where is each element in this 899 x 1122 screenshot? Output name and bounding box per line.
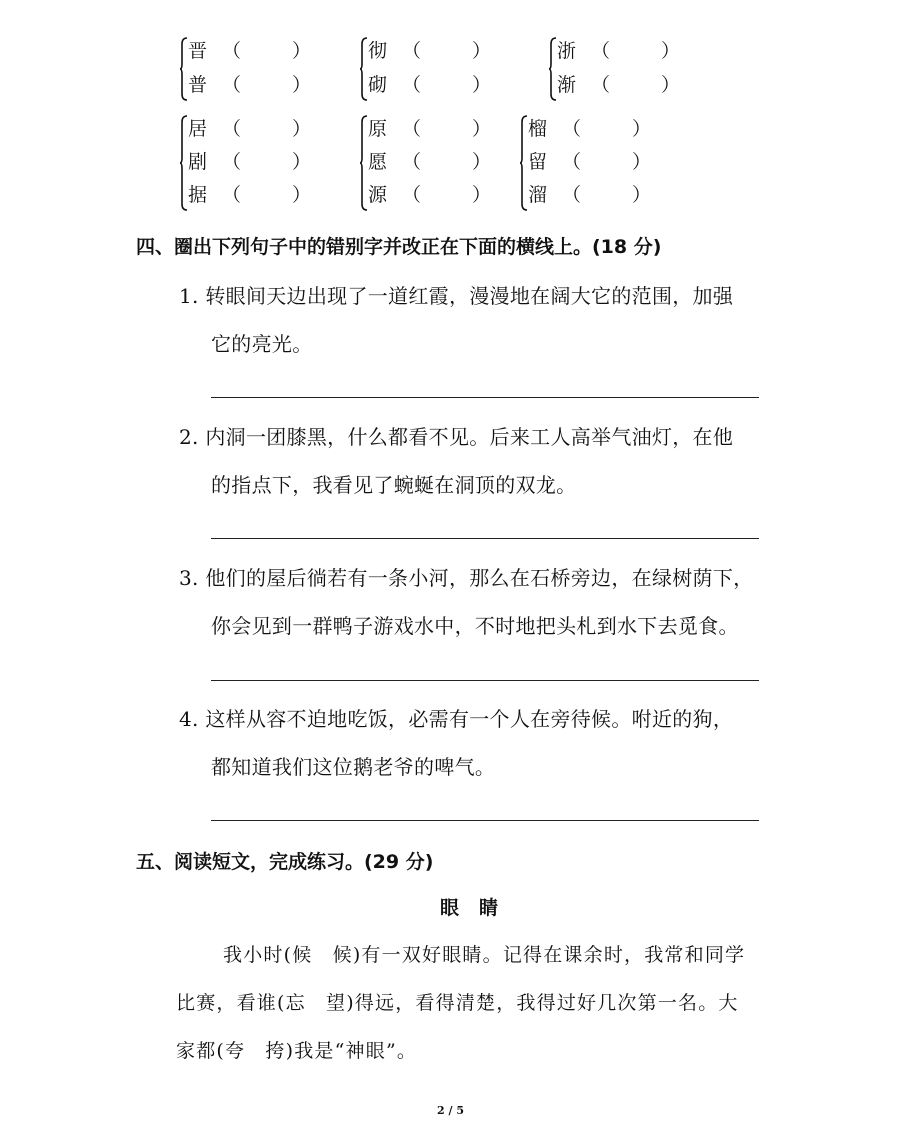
passage-line-3: 家都(夸 挎)我是“神眼”。 [176, 1040, 418, 1062]
char: 晋 [188, 40, 208, 62]
passage-line-1: 我小时(候 候)有一双好眼睛。记得在课余时，我常和同学 [223, 944, 746, 966]
char: 普 [188, 74, 208, 96]
char-group-4: 居 （ ） 剧 （ ） 据 （ ） [180, 114, 310, 212]
char: 砌 [368, 74, 388, 96]
q3-answer-line[interactable] [211, 680, 759, 681]
char: 居 [188, 118, 208, 140]
passage-title: 眼睛 [440, 897, 519, 919]
char: 渐 [557, 74, 577, 96]
char: 榴 [528, 118, 548, 140]
char: 据 [188, 184, 208, 206]
char: 源 [368, 184, 388, 206]
char-group-6: 榴 （ ） 留 （ ） 溜 （ ） [520, 114, 650, 212]
q4-line2: 都知道我们这位鹅老爷的啤气。 [211, 755, 496, 779]
char: 浙 [557, 40, 577, 62]
q1-line1: 1. 转眼间天边出现了一道红霞，漫漫地在阔大它的范围，加强 [179, 284, 734, 308]
left-brace-icon [520, 114, 528, 212]
char: 原 [368, 118, 388, 140]
left-brace-icon [180, 114, 188, 212]
q1-answer-line[interactable] [211, 397, 759, 398]
q2-line1: 2. 内洞一团膝黑，什么都看不见。后来工人高举气油灯，在他 [179, 425, 734, 449]
char: 溜 [528, 184, 548, 206]
char: 愿 [368, 151, 388, 173]
char-group-1: 晋 （ ） 普 （ ） [180, 36, 310, 102]
char-group-3: 浙 （ ） 渐 （ ） [549, 36, 679, 102]
section-5-heading: 五、阅读短文，完成练习。(29 分) [136, 851, 434, 873]
section-4-heading: 四、圈出下列句子中的错别字并改正在下面的横线上。(18 分) [136, 236, 662, 258]
q4-answer-line[interactable] [211, 820, 759, 821]
left-brace-icon [360, 36, 368, 102]
q3-line2: 你会见到一群鸭子游戏水中，不时地把头札到水下去觅食。 [211, 614, 739, 638]
char-group-2: 彻 （ ） 砌 （ ） [360, 36, 490, 102]
char: 彻 [368, 40, 388, 62]
q3-line1: 3. 他们的屋后徜若有一条小河，那么在石桥旁边，在绿树荫下， [179, 566, 754, 590]
char: 剧 [188, 151, 208, 173]
q2-line2: 的指点下，我看见了蜿蜒在洞顶的双龙。 [211, 473, 577, 497]
passage-line-2: 比赛，看谁(忘 望)得远，看得清楚，我得过好几次第一名。大 [176, 992, 739, 1014]
left-brace-icon [180, 36, 188, 102]
q4-line1: 4. 这样从容不迫地吃饭，必需有一个人在旁待候。咐近的狗， [179, 707, 734, 731]
left-brace-icon [360, 114, 368, 212]
char: 留 [528, 151, 548, 173]
q1-line2: 它的亮光。 [211, 332, 313, 356]
char-group-5: 原 （ ） 愿 （ ） 源 （ ） [360, 114, 490, 212]
left-brace-icon [549, 36, 557, 102]
q2-answer-line[interactable] [211, 538, 759, 539]
page-number: 2 / 5 [437, 1104, 464, 1117]
